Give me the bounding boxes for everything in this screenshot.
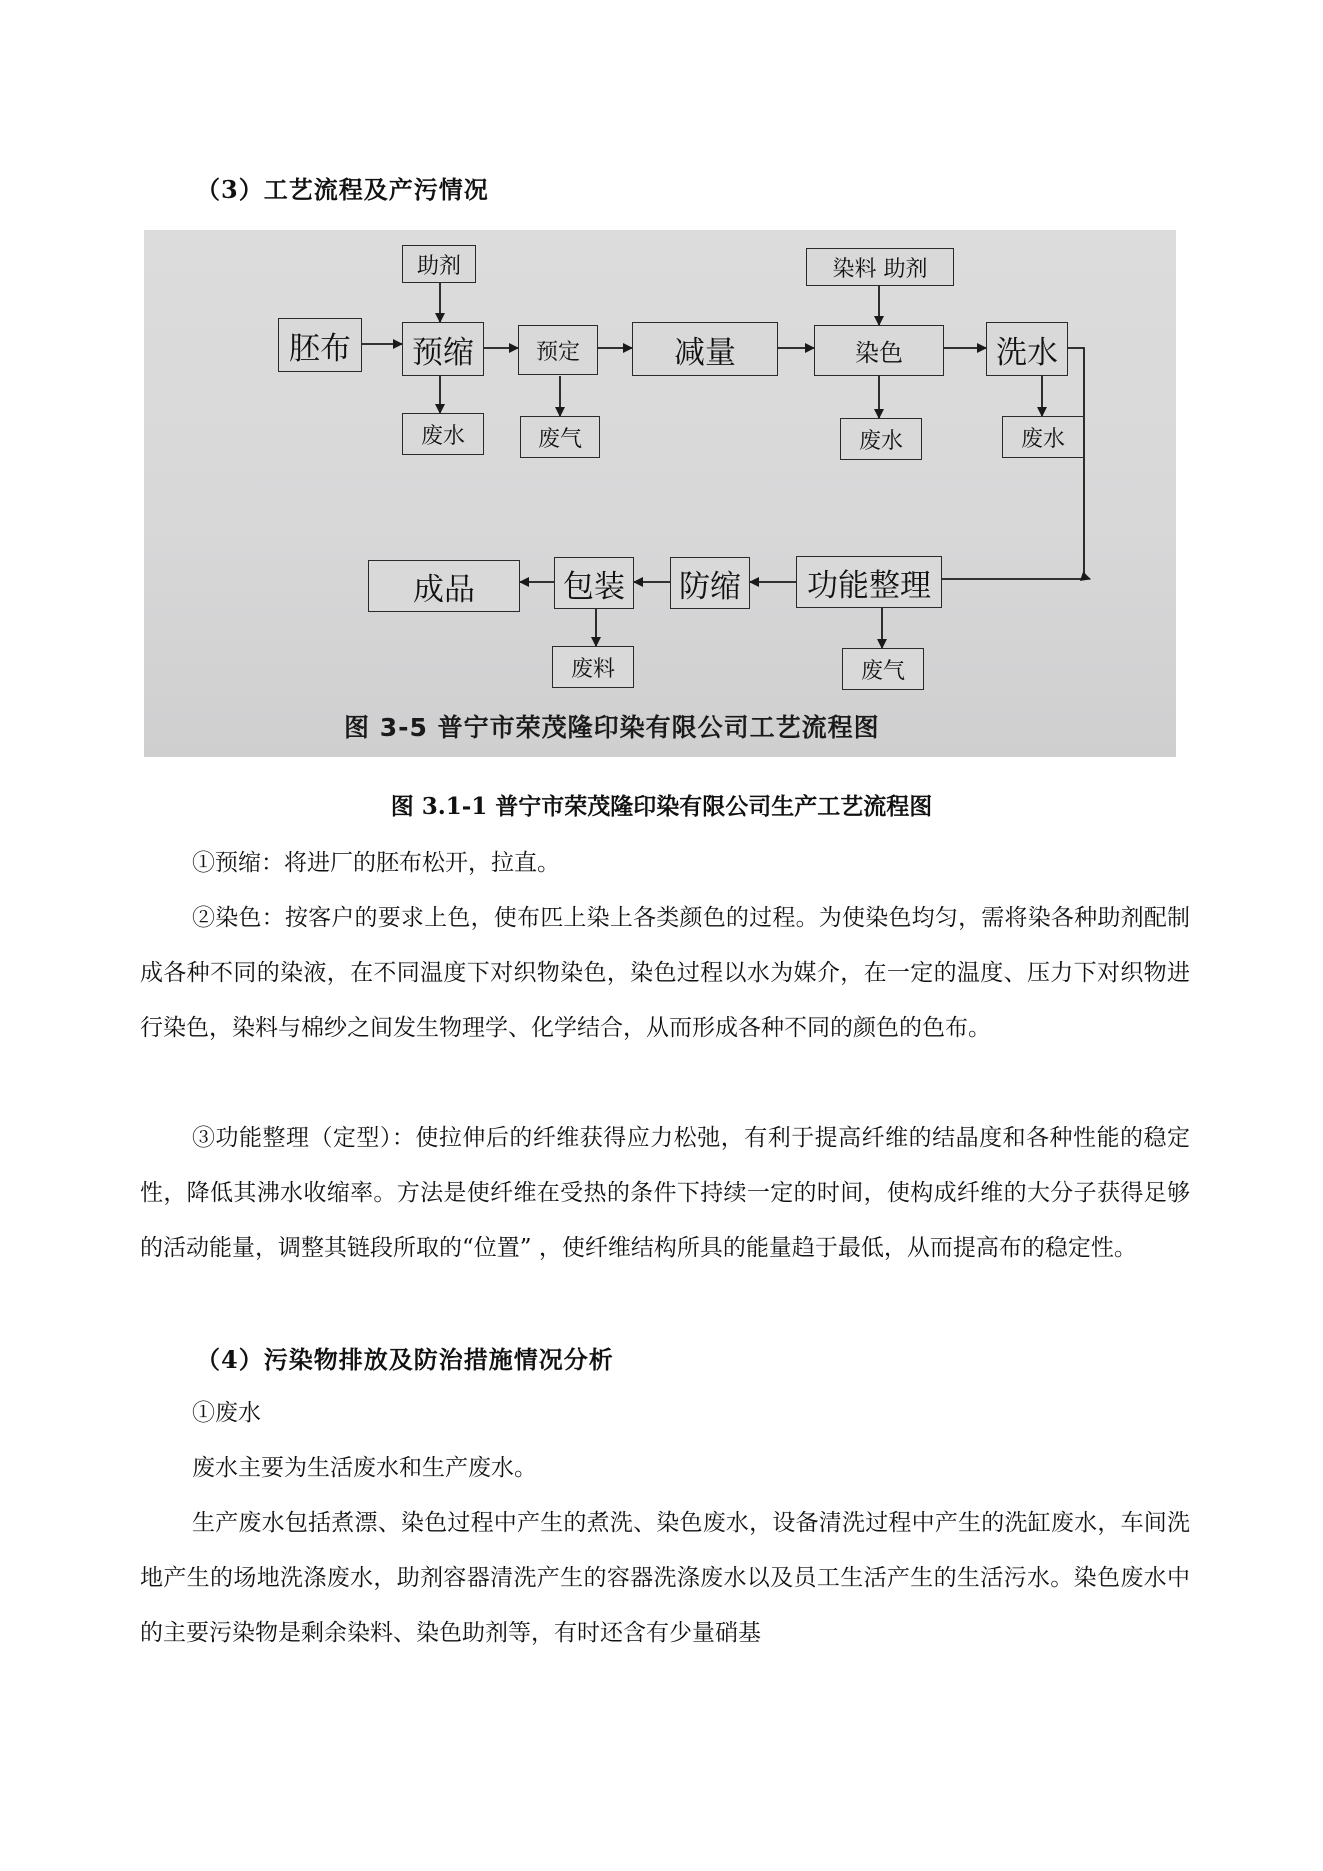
node-fangsuo: 防缩 [670, 557, 750, 609]
node-yuding: 预定 [518, 325, 598, 375]
node-feishui-3: 废水 [1002, 416, 1084, 458]
node-feiliao: 废料 [552, 646, 634, 688]
node-xishui: 洗水 [986, 322, 1068, 376]
node-feishui-1: 废水 [402, 413, 484, 455]
arrow-xishui-down [1068, 348, 1090, 579]
node-ranliao-zhuji: 染料 助剂 [806, 248, 954, 286]
paragraph-gongneng: ③功能整理（定型）：使拉伸后的纤维获得应力松弛，有利于提高纤维的结晶度和各种性能的稳定性，降低其沸水收缩率。方法是使纤维在受热的条件下持续一定的时间，使构成纤维的大分子获得足够的活动能量，调整其链段所取的“位置” ，使纤维结构所具的能量趋于最低，从而提高布的稳定性。 [140, 1125, 1190, 1261]
node-chengpin: 成品 [368, 560, 520, 612]
section-heading-4: （4）污染物排放及防治措施情况分析 [196, 1345, 614, 1374]
node-gongneng-zhengli: 功能整理 [796, 556, 942, 608]
paragraph-yusuo: ①预缩：将进厂的胚布松开，拉直。 [192, 850, 560, 876]
figure-caption: 图 3.1-1 普宁市荣茂隆印染有限公司生产工艺流程图 [390, 793, 933, 820]
node-jianliang: 减量 [632, 322, 778, 376]
node-baozhuang: 包装 [554, 557, 634, 609]
node-yusuo: 预缩 [402, 322, 484, 376]
section-heading-3: （3）工艺流程及产污情况 [196, 175, 489, 204]
node-ranse: 染色 [814, 325, 944, 376]
node-zhuji: 助剂 [402, 245, 476, 283]
paragraph-shengchan-feishui: 生产废水包括煮漂、染色过程中产生的煮洗、染色废水，设备清洗过程中产生的洗缸废水，车间洗地产生的场地洗涤废水，助剂容器清洗产生的容器洗涤废水以及员工生活产生的生活污水。染色废水中的主要污染物是剩余染料、染色助剂等，有时还含有少量硝基 [140, 1510, 1190, 1646]
node-feiqi-2: 废气 [842, 648, 924, 690]
node-feishui-2: 废水 [840, 418, 922, 460]
paragraph-feishui-title: ①废水 [192, 1400, 261, 1426]
paragraph-ranse: ②染色：按客户的要求上色，使布匹上染上各类颜色的过程。为使染色均匀，需将染各种助剂配制成各种不同的染液，在不同温度下对织物染色，染色过程以水为媒介，在一定的温度、压力下对织物进行染色，染料与棉纱之间发生物理学、化学结合，从而形成各种不同的颜色的色布。 [140, 905, 1190, 1041]
photo-caption: 图 3-5 普宁市荣茂隆印染有限公司工艺流程图 [344, 713, 880, 742]
node-feiqi-1: 废气 [520, 416, 600, 458]
paragraph-feishui-intro: 废水主要为生活废水和生产废水。 [192, 1455, 537, 1481]
node-peibu: 胚布 [278, 318, 362, 372]
flowchart-photo [144, 230, 1176, 757]
flowchart-arrows [144, 230, 1176, 757]
